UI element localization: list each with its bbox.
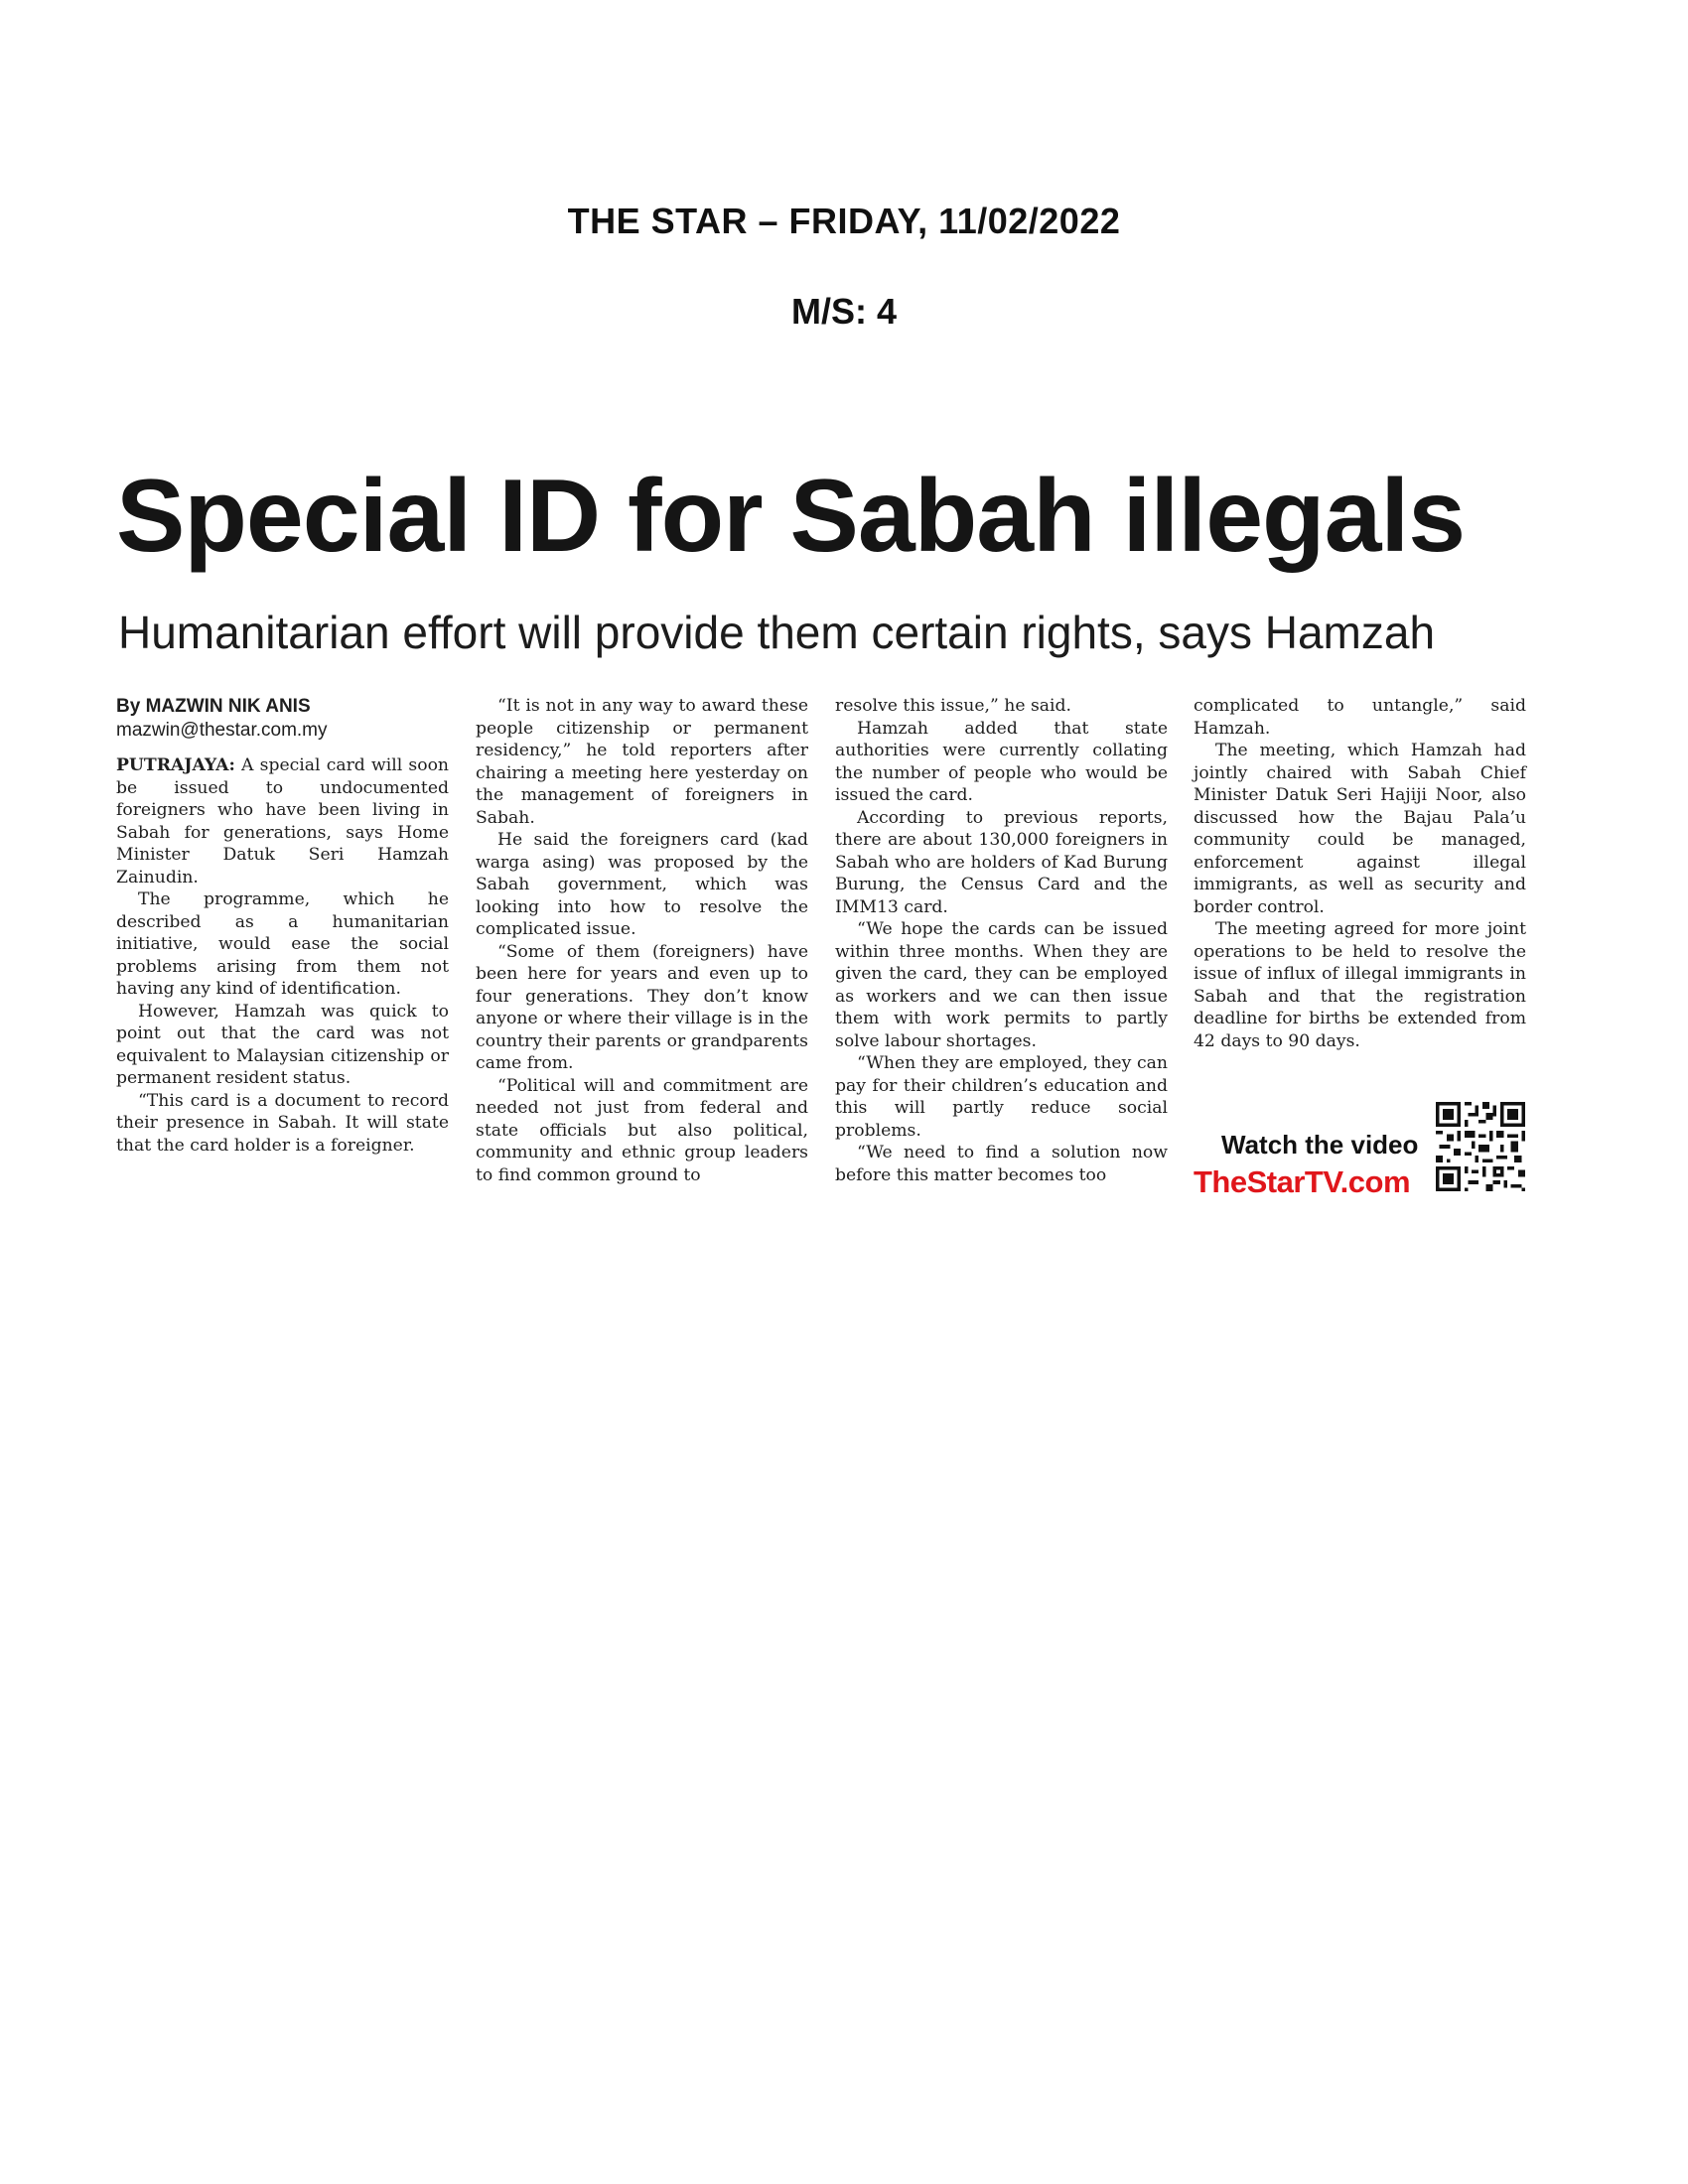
headline: Special ID for Sabah illegals [116, 459, 1466, 574]
subheadline: Humanitarian effort will provide them certain rights, says Hamzah [118, 607, 1436, 658]
paragraph: complicated to untangle,” said Hamzah. [1194, 696, 1526, 739]
paragraph: “Some of them (foreigners) have been here for years and even up to four generations. They don’t know anyone or where their village is in the country their parents or grandparents came from. [476, 941, 808, 1073]
paragraph: “This card is a document to record their presence in Sabah. It will state that the card holder is a foreigner. [116, 1090, 449, 1156]
article-column-2 [476, 695, 808, 1186]
qr-code-icon[interactable] [1436, 1102, 1525, 1191]
byline: By MAZWIN NIK ANIS [116, 696, 311, 717]
paragraph: resolve this issue,” he said. [835, 696, 1071, 716]
clipping-source-date: THE STAR – FRIDAY, 11/02/2022 [567, 201, 1121, 241]
watch-video-label: Watch the video [1221, 1130, 1419, 1160]
paragraph: According to previous reports, there are about 130,000 foreigners in Sabah who are holders of Kad Burung Burung, the Census Card and the IMM13 card. [835, 807, 1168, 917]
news-clipping [116, 459, 1526, 1199]
dateline: PUTRAJAYA: [116, 755, 235, 775]
paragraph: “Political will and commitment are needed not just from federal and state officials but also political, community and ethnic group leaders to find common ground to [476, 1075, 808, 1185]
paragraph: Hamzah added that state authorities were currently collating the number of people who would be issued the card. [835, 718, 1168, 805]
article-column-4 [1194, 695, 1526, 1052]
paragraph: The meeting, which Hamzah had jointly chaired with Sabah Chief Minister Datuk Seri Hajiji Noor, also discussed how the Bajau Pala’u community could be managed, enforcement against illegal immigrants, as well as security and border control. [1194, 741, 1526, 917]
page-number-label: M/S: 4 [790, 291, 897, 332]
author-email: mazwin@thestar.com.my [116, 720, 328, 741]
paragraph: “We hope the cards can be issued within three months. When they are given the card, they can be employed as workers and we can then issue them with work permits to partly solve labour shortages. [835, 919, 1168, 1051]
paragraph: The programme, which he described as a humanitarian initiative, would ease the social problems arising from them not having any kind of identification. [116, 889, 449, 999]
paragraph: “We need to find a solution now before this matter becomes too [835, 1143, 1168, 1185]
paragraph: However, Hamzah was quick to point out that the card was not equivalent to Malaysian citizenship or permanent resident status. [116, 1001, 449, 1088]
paragraph: The meeting agreed for more joint operations to be held to resolve the issue of influx of illegal immigrants in Sabah and that the registration deadline for births be extended from 42 days to 90 days. [1194, 919, 1526, 1051]
paragraph: “When they are employed, they can pay for their children’s education and this will partly reduce social problems. [835, 1053, 1168, 1141]
paragraph: He said the foreigners card (kad warga asing) was proposed by the Sabah government, which was looking into how to resolve the complicated issue. [476, 830, 808, 939]
paragraph: PUTRAJAYA: A special card will soon be issued to undocumented foreigners who have been living in Sabah for generations, says Home Minister Datuk Seri Hamzah Zainudin. [116, 755, 449, 887]
paragraph: “It is not in any way to award these people citizenship or permanent residency,” he told reporters after chairing a meeting here yesterday on the management of foreigners in Sabah. [476, 696, 808, 828]
video-promo[interactable] [1194, 1090, 1526, 1199]
article-column-3 [835, 695, 1168, 1186]
article-column-1 [116, 695, 449, 1157]
thestartv-link[interactable]: TheStarTV.com [1194, 1164, 1411, 1199]
